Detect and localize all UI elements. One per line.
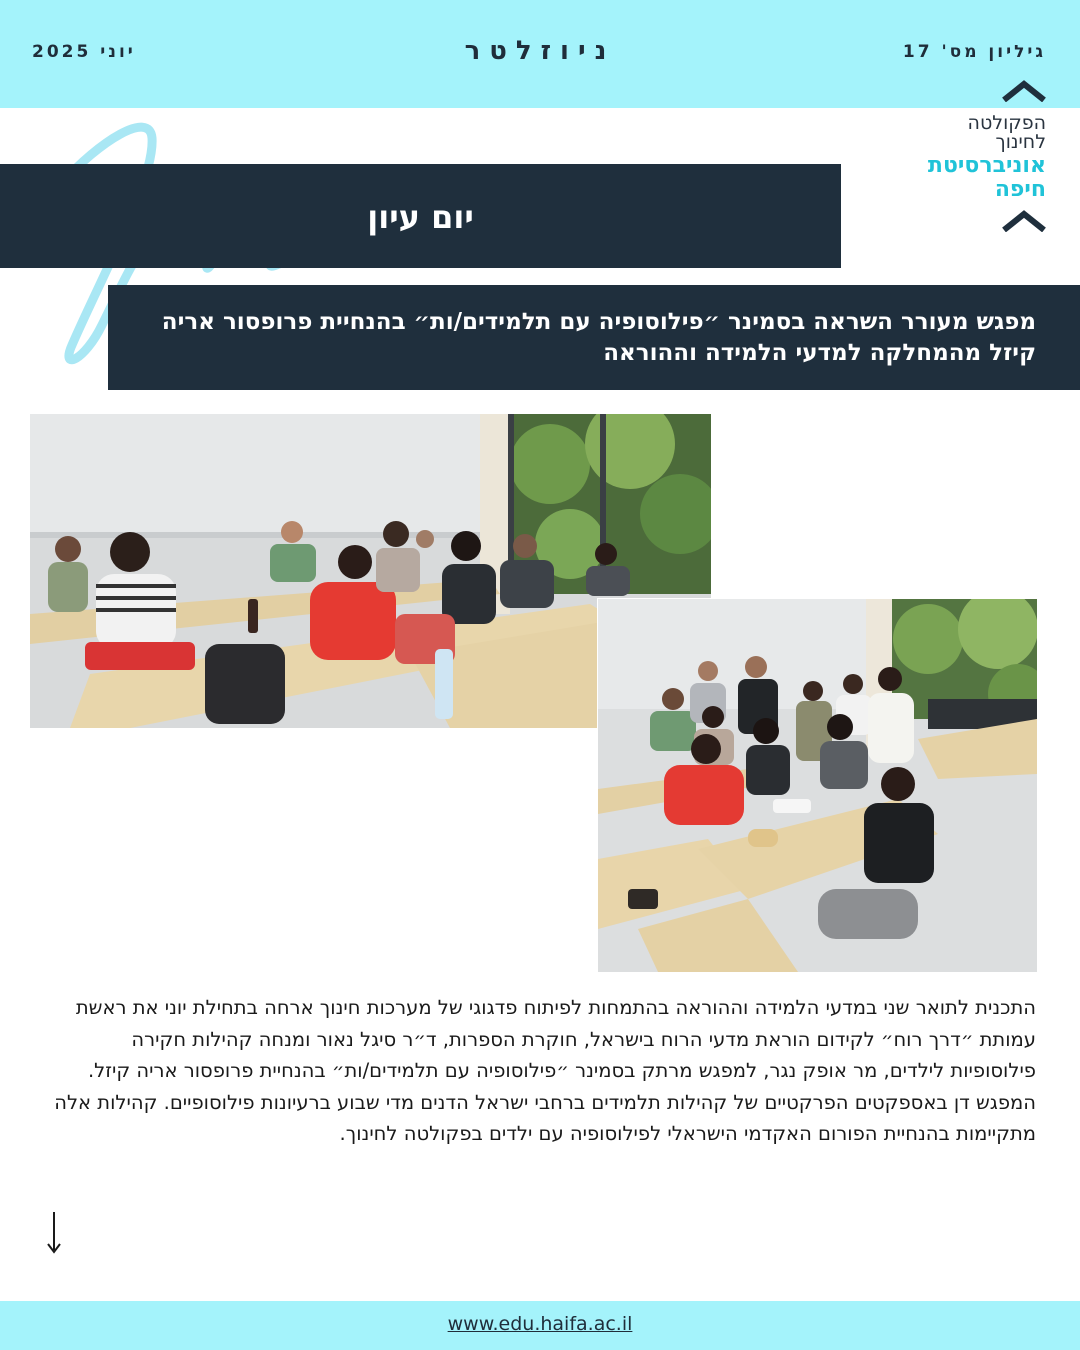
faculty-name [968,114,1046,152]
article-body: התכנית לתואר שני במדעי הלמידה וההוראה בהתמחות לפיתוח פדגוגי של מערכות חינוך ארחה בתחילת יוני את ראשת עמותת ״דרך רוח״ לקידום הוראת מדעי הרוח בישראל, חוקרת הספרות, ד״ר סיגל נאור ומנחה קהילות חקירה פילוסופיות לילדים, מר אופק נגר, למפגש מרתק בסמינר ״פילוסופיה עם תלמידים/ות״ בהנחיית פרופסור אריה קיזל. המפגש דן באספקטים הפרקטיים של קהילות תלמידים ברחבי ישראל הדנים מדי שבוע ברעיונות פילוסופיים. קהילות אלה מתקיימות בהנחיית הפורום האקדמי הישראלי לפילוסופיה עם ילדים בפקולטה לחינוך. [54,996,1036,1145]
website-link[interactable]: www.edu.haifa.ac.il [447,1313,633,1335]
arrow-down-icon [40,1210,68,1256]
section-heading-band [0,164,841,268]
university-logo [896,76,1046,236]
university-name [928,154,1046,202]
faculty-line-1: הפקולטה [967,112,1046,134]
section-heading: יום עיון [367,198,474,236]
issue-number: גיליון מס' 17 [902,42,1046,62]
subtitle-band [108,285,1080,390]
footer-bar [0,1301,1080,1350]
chevron-up-icon [1002,76,1046,102]
chevron-mark-icon [1002,206,1046,232]
newsletter-title: ניוזלטר [464,36,616,66]
section-subtitle: מפגש מעורר השראה בסמינר ״פילוסופיה עם תלמידים/ות״ בהנחיית פרופסור אריה קיזל מהמחלקה למדעי הלמידה וההוראה [161,309,1036,366]
faculty-line-2: לחינוך [995,131,1046,153]
university-line-2: חיפה [994,177,1046,202]
group-photo [597,598,1038,973]
university-line-1: אוניברסיטת [927,153,1046,178]
issue-date: יוני 2025 [32,42,136,62]
